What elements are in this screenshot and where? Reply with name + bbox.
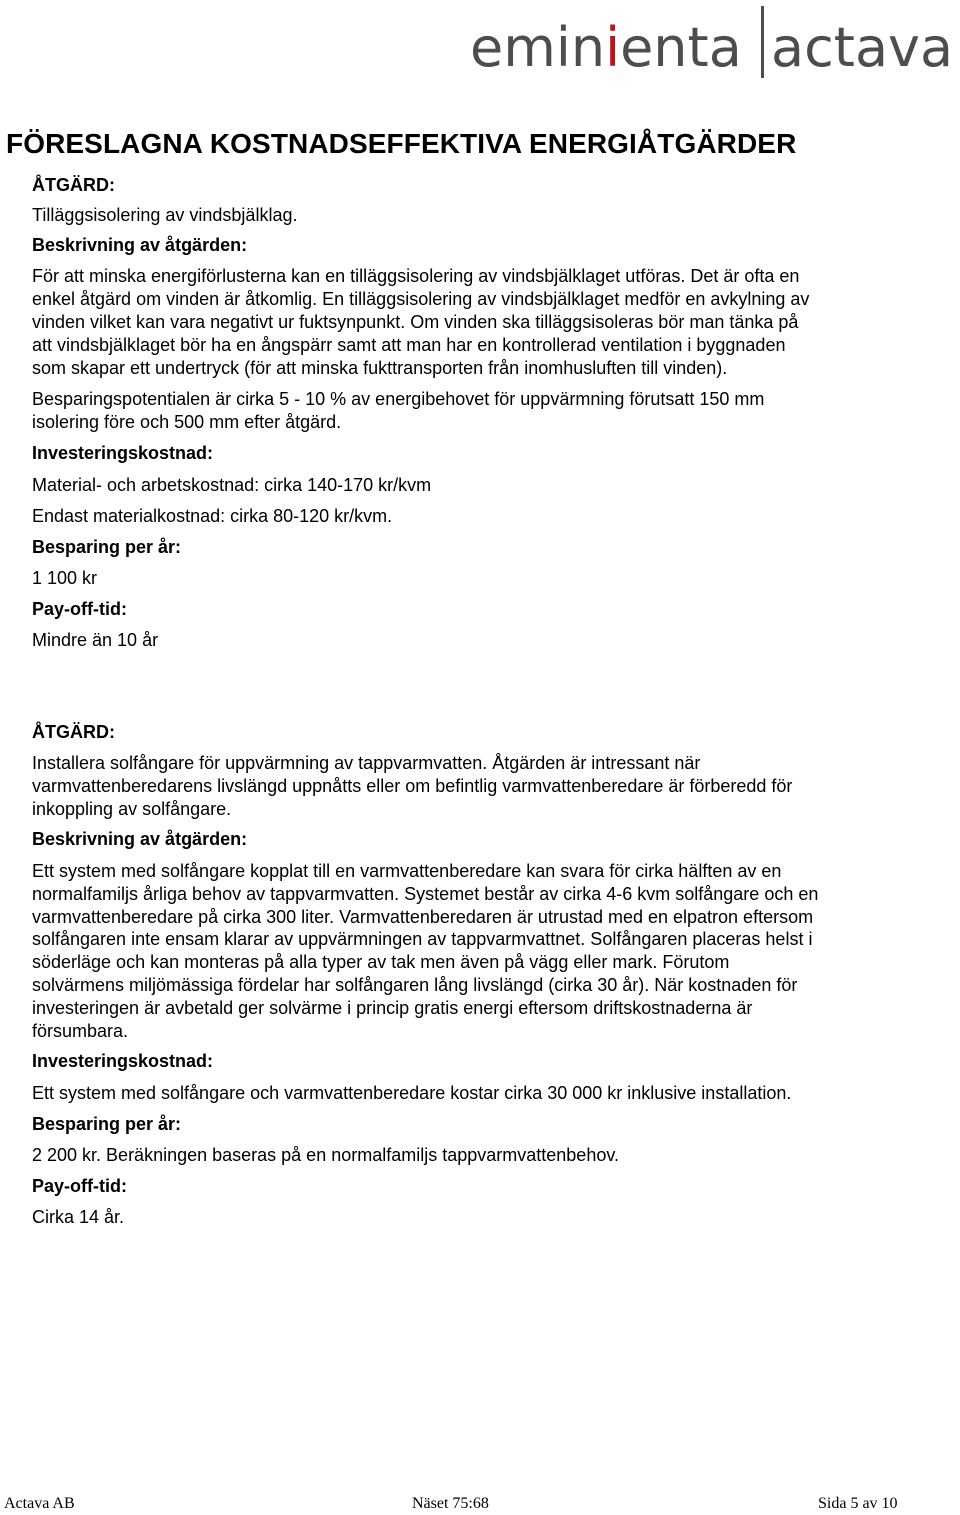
eminenta-actava-logo <box>470 0 960 80</box>
measure2-action-line: Installera solfångare för uppvärmning av tappvarmvatten. Åtgärden är intressant när <box>32 753 701 773</box>
page-footer <box>0 1495 960 1515</box>
measure1-description-line: som skapar ett undertryck (för att minska fukttransporten från inomhusluften till vinden). <box>32 358 728 378</box>
measure2-description-label: Beskrivning av åtgärden: <box>32 829 248 849</box>
logo-text-emin: emin <box>470 16 606 79</box>
measure2-action-label: ÅTGÄRD: <box>32 722 115 742</box>
footer-page-number: Sida 5 av 10 <box>818 1495 898 1512</box>
measure2-investment-label: Investeringskostnad: <box>32 1051 214 1071</box>
measure1-investment-material-labor: Material- och arbetskostnad: cirka 140-170 kr/kvm <box>32 475 432 495</box>
logo-text-actava: actava <box>771 16 954 79</box>
measure1-savings-value: 1 100 kr <box>32 568 98 588</box>
measure1-description-line: enkel åtgärd om vinden är åtkomlig. En tilläggsisolering av vindsbjälklaget medför en avkylning av <box>32 289 810 309</box>
logo-text-accent-i: i <box>605 16 621 79</box>
measure2-payoff-value: Cirka 14 år. <box>32 1207 125 1227</box>
measure2-description-line: söderläge och kan monteras på alla typer av tak men även på vägg eller mark. Förutom <box>32 952 730 972</box>
measure1-description-label: Beskrivning av åtgärden: <box>32 235 248 255</box>
measure2-action-line: inkoppling av solfångare. <box>32 799 232 819</box>
measure2-description-line: solfångaren inte ensam klarar av uppvärmningen av tappvarmvattnet. Solfångaren placeras helst i <box>32 929 813 949</box>
measure1-action: Tilläggsisolering av vindsbjälklag. <box>32 205 298 225</box>
measure1-savings-label: Besparing per år: <box>32 537 182 557</box>
measure2-description-line: normalfamiljs årliga behov av tappvarmvatten. Systemet består av cirka 4-6 kvm solfångare och en <box>32 884 819 904</box>
measure2-investment-value: Ett system med solfångare och varmvattenberedare kostar cirka 30 000 kr inklusive installation. <box>32 1083 792 1103</box>
measure2-description-line: Ett system med solfångare kopplat till en varmvattenberedare kan svara för cirka hälften av en <box>32 861 782 881</box>
measure1-description-line: att vindsbjälklaget bör ha en ångspärr samt att man har en kontrollerad ventilation i byggnaden <box>32 335 786 355</box>
measure1-savings-potential-line: isolering före och 500 mm efter åtgärd. <box>32 412 342 432</box>
measure2-savings-value: 2 200 kr. Beräkningen baseras på en normalfamiljs tappvarmvattenbehov. <box>32 1145 620 1165</box>
page-title: FÖRESLAGNA KOSTNADSEFFEKTIVA ENERGIÅTGÄRDER <box>6 128 797 159</box>
footer-property: Näset 75:68 <box>412 1495 489 1512</box>
measure2-action-line: varmvattenberedarens livslängd uppnåtts eller om befintlig varmvattenberedare är förberedd för <box>32 776 793 796</box>
svg-text:eminienta <box>470 16 742 79</box>
measure1-action-label: ÅTGÄRD: <box>32 175 115 195</box>
measure1-investment-label: Investeringskostnad: <box>32 443 214 463</box>
logo-text-enta: enta <box>620 16 742 79</box>
measure1-description-line: vinden vilket kan vara negativt ur fuktsynpunkt. Om vinden ska tilläggsisoleras bör man tänka på <box>32 312 799 332</box>
logo-divider <box>761 6 764 78</box>
measure1-savings-potential-line: Besparingspotentialen är cirka 5 - 10 % av energibehovet för uppvärmning förutsatt 150 mm <box>32 389 765 409</box>
measure1-payoff-value: Mindre än 10 år <box>32 630 159 650</box>
measure2-savings-label: Besparing per år: <box>32 1114 182 1134</box>
measure1-investment-material-only: Endast materialkostnad: cirka 80-120 kr/kvm. <box>32 506 393 526</box>
measure2-description-line: investeringen är avbetald ger solvärme i princip gratis energi eftersom driftskostnaderna är <box>32 998 753 1018</box>
footer-company: Actava AB <box>4 1495 75 1512</box>
measure2-payoff-label: Pay-off-tid: <box>32 1176 127 1196</box>
measure1-payoff-label: Pay-off-tid: <box>32 599 127 619</box>
measure2-description-line: försumbara. <box>32 1021 129 1041</box>
measure2-description-line: solvärmens miljömässiga fördelar har solfångaren lång livslängd (cirka 30 år). När kostnaden för <box>32 975 798 995</box>
measure1-description-line: För att minska energiförlusterna kan en tilläggsisolering av vindsbjälklaget utföras. Det är ofta en <box>32 266 800 286</box>
measure2-description-line: varmvattenberedare på cirka 300 liter. Varmvattenberedaren är utrustad med en elpatron eftersom <box>32 907 814 927</box>
